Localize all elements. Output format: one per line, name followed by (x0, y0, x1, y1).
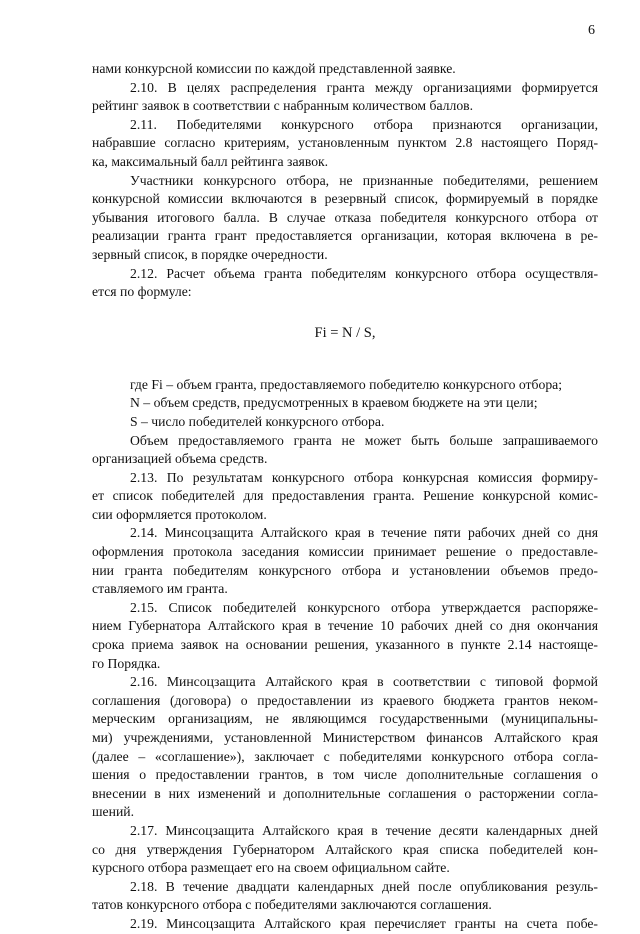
text-line: нием Губернатора Алтайского края в течение 10 рабочих дней со дня окончания (92, 618, 598, 634)
text-line: зервный список, в порядке очередности. (92, 246, 328, 262)
text-line: го Порядка. (92, 655, 161, 671)
text-line: соглашения (договора) о предоставлении из краевого бюджета грантов неком- (92, 692, 598, 708)
text-line: ка, максимальный балл рейтинга заявок. (92, 153, 329, 169)
text-line: Участники конкурсного отбора, не признанные победителями, решением (130, 172, 598, 188)
text-line: оформления протокола заседания комиссии принимает решение о предоставле- (92, 544, 598, 560)
document-body (92, 60, 598, 934)
text-line: сии оформляется протоколом. (92, 506, 267, 522)
formula: Fi = N / S, (314, 324, 376, 341)
text-line: нами конкурсной комиссии по каждой представленной заявке. (92, 61, 456, 76)
text-line: 2.12. Расчет объема гранта победителям конкурсного отбора осуществля- (130, 265, 598, 281)
text-line: 2.13. По результатам конкурсного отбора конкурсная комиссия формиру- (130, 469, 598, 485)
text-line: S – число победителей конкурсного отбора. (130, 413, 385, 429)
text-line: организацией объема средств. (92, 451, 268, 467)
text-line: ставляемого им гранта. (92, 581, 228, 597)
text-line: татов конкурсного отбора с победителями заключаются соглашения. (92, 897, 492, 913)
text-line: N – объем средств, предусмотренных в краевом бюджете на эти цели; (130, 395, 538, 411)
text-line: мерческим организациям, не являющимся государственными (муниципальны- (92, 711, 598, 727)
text-line: шений. (92, 804, 135, 820)
text-line: Объем предоставляемого гранта не может быть больше запрашиваемого (130, 432, 598, 448)
text-line: срока приема заявок на основании решения, указанного в пункте 2.14 настояще- (92, 637, 598, 653)
text-line: курсного отбора размещает его на своем официальном сайте. (92, 860, 450, 876)
text-line: 2.17. Минсоцзащита Алтайского края в течение десяти календарных дней (130, 822, 598, 838)
text-line: ми) учреждениями, установленной Министерством финансов Алтайского края (92, 730, 598, 745)
text-line: внесении в них изменений и дополнительные соглашения о расторжении согла- (92, 785, 598, 801)
text-line: 2.14. Минсоцзащита Алтайского края в течение пяти рабочих дней со дня (130, 525, 598, 541)
text-line: шения о предоставлении грантов, в том числе дополнительные соглашения о (92, 767, 598, 783)
text-line: рейтинг заявок в соответствии с набранным количеством баллов. (92, 98, 474, 114)
text-line: конкурсной комиссии включаются в резервный список, формируемый в порядке (92, 191, 598, 207)
text-line: реализации гранта грант предоставляется организации, которая включена в ре- (92, 228, 598, 244)
page-number: 6 (588, 23, 595, 38)
text-line: 2.10. В целях распределения гранта между организациями формируется (130, 79, 598, 95)
text-line: 2.11. Победителями конкурсного отбора признаются организации, (130, 116, 598, 132)
text-line: со дня утверждения Губернатором Алтайского края списка победителей кон- (92, 841, 598, 857)
text-line: ется по формуле: (92, 284, 192, 300)
text-line: 2.19. Минсоцзащита Алтайского края перечисляет гранты на счета побе- (130, 915, 598, 931)
text-line: убывания итогового балла. В случае отказа победителя конкурсного отбора от (92, 209, 598, 225)
text-line: 2.15. Список победителей конкурсного отбора утверждается распоряже- (130, 599, 598, 615)
text-line: ет список победителей для предоставления гранта. Решение конкурсной комис- (92, 488, 598, 504)
text-line: 2.16. Минсоцзащита Алтайского края в соответствии с типовой формой (130, 674, 598, 690)
text-line: набравшие согласно критериям, установленным пунктом 2.8 настоящего Поряд- (92, 135, 598, 151)
text-line: 2.18. В течение двадцати календарных дней после опубликования резуль- (130, 878, 598, 894)
text-line: (далее – «соглашение»), заключает с победителями конкурсного отбора согла- (92, 748, 598, 764)
text-line: нии гранта победителям конкурсного отбора и установлении объемов предо- (92, 562, 598, 578)
text-line: где Fi – объем гранта, предоставляемого победителю конкурсного отбора; (130, 376, 563, 392)
